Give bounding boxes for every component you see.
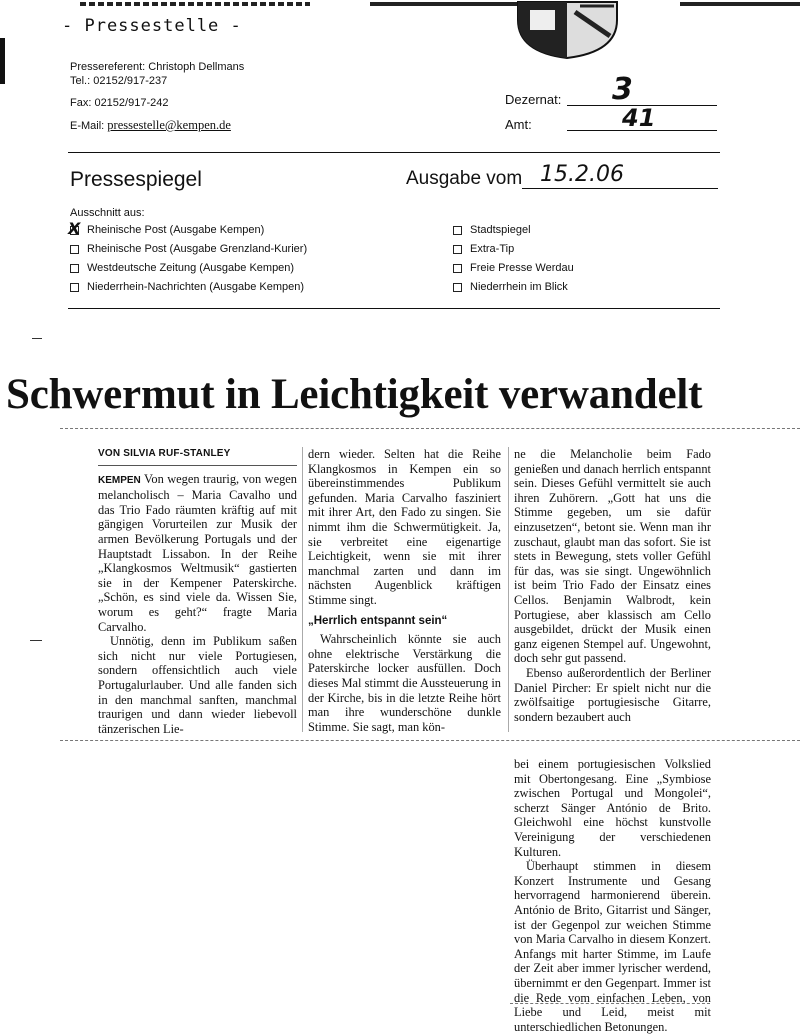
ausgabe-label: Ausgabe vom	[406, 168, 523, 189]
article-headline: Schwermut in Leichtigkeit verwandelt	[6, 371, 703, 418]
source-label: Westdeutsche Zeitung (Ausgabe Kempen)	[87, 262, 295, 274]
scan-tick	[32, 338, 42, 339]
source-label: Rheinische Post (Ausgabe Kempen)	[87, 224, 265, 236]
source-option[interactable]	[453, 243, 514, 255]
source-option[interactable]	[453, 262, 574, 274]
article-column-1	[98, 447, 297, 736]
city-crest-icon	[510, 0, 625, 60]
source-label: Stadtspiegel	[470, 224, 531, 236]
source-label: Niederrhein im Blick	[470, 281, 568, 293]
checkbox[interactable]	[70, 283, 79, 292]
source-label: Rheinische Post (Ausgabe Grenzland-Kurier)	[87, 243, 308, 255]
place-label: KEMPEN	[98, 474, 141, 486]
section-separator	[60, 740, 800, 741]
dezernat-label: Dezernat:	[505, 92, 562, 107]
contact-person: Pressereferent: Christoph Dellmans	[70, 61, 245, 73]
checkbox[interactable]	[70, 264, 79, 273]
source-label: Niederrhein-Nachrichten (Ausgabe Kempen)	[87, 281, 305, 293]
ausgabe-date-handwritten: 15.2.06	[540, 162, 624, 187]
ausgabe-line	[522, 188, 718, 189]
contact-email-row	[70, 118, 231, 133]
source-option[interactable]	[70, 243, 307, 255]
headline-underline	[60, 428, 800, 429]
ausschnitt-label: Ausschnitt aus:	[70, 207, 145, 219]
article-paragraph: Wahrscheinlich könnte sie auch ohne elektrische Verstärkung die Paterskirche locker ausfüllen. Doch dieses Mal stimmt die Aussteuerung in der Kirche, bis in die letzte Reihe hört man ihre wunderschöne dunkle Stimme. Sie sagt, man kön-	[308, 632, 501, 734]
email-label: E-Mail:	[70, 120, 105, 132]
article-paragraph: dern wieder. Selten hat die Reihe Klangkosmos in Kempen ein so übereinstimmendes Publikum gefunden. Maria Carvalho fasziniert mit ihrer Art, den Fado zu singen. Sie nimmt ihm die Schwermütigkeit. Ja, sie verbreitet eine eigenartige Leichtigkeit, wenn sie mit ihrer manchmal zarten und dann im nächsten Augenblick kräftigen Stimme singt.	[308, 447, 501, 607]
divider-bottom	[68, 308, 720, 309]
article-paragraph: Unnötig, denn im Publikum saßen sich nicht nur viele Portugiesen, sondern offensichtlich auch viele Portugalurlauber. Und alle fanden sich in den manchmal sanften, manchmal traurigen und dann wieder liebevoll tänzerischen Lie-	[98, 634, 297, 736]
source-option[interactable]	[453, 281, 568, 293]
pressespiegel-title: Pressespiegel	[70, 168, 202, 191]
article-byline: VON SILVIA RUF-STANLEY	[98, 448, 231, 459]
email-link[interactable]: pressestelle@kempen.de	[107, 118, 231, 132]
scan-header-bar	[60, 0, 800, 8]
office-title: - Pressestelle -	[62, 16, 242, 36]
source-option[interactable]	[453, 224, 531, 236]
article-subheading: „Herrlich entspannt sein“	[308, 614, 448, 627]
article-paragraph: Ebenso außerordentlich der Berliner Daniel Pircher: Er spielt nicht nur die zwölfsaitige portugiesische Gitarre, sondern bezaubert auch	[514, 665, 711, 724]
divider-top	[68, 152, 720, 153]
contact-phone: Tel.: 02152/917-237	[70, 75, 168, 87]
article-column-4	[514, 757, 711, 1034]
source-label: Freie Presse Werdau	[470, 262, 574, 274]
amt-label: Amt:	[505, 117, 532, 132]
source-option[interactable]	[70, 224, 264, 236]
article-column-3	[514, 447, 711, 724]
amt-handwritten: 41	[622, 104, 656, 132]
checkbox[interactable]	[453, 283, 462, 292]
checkbox[interactable]	[453, 245, 462, 254]
source-option[interactable]	[70, 281, 304, 293]
contact-fax: Fax: 02152/917-242	[70, 97, 169, 109]
article-paragraph: Überhaupt stimmen in diesem Konzert Instrumente und Gesang hervorragend harmonierend überein. António de Brito, Gitarrist und Sänger, ist der Gegenpol zur weichen Stimme von Maria Carvalho in diesem Konzert. Anfangs mit harter Stimme, im Laufe der Zeit aber immer lyrischer werdend, übernimmt er den Gegenpart. Immer ist die Rede vom einfachen Leben, von Liebe und Leid, meist mit unterschiedlichen Betonungen.	[514, 859, 711, 1034]
source-label: Extra-Tip	[470, 243, 515, 255]
article-paragraph	[98, 472, 297, 635]
article-paragraph: ne die Melancholie beim Fado genießen und danach herrlich entspannt sein. Dieses Gefühl vermittelt sie auch ihren Zuhörern. „Gott hat uns die Stimme gegeben, um sie dafür einzusetzen“, betont sie. Wenn man ihr zuschaut, glaubt man das sofort. Sie ist stets in Bewegung, stets voller Gefühl für das, was sie singt. Ungewöhnlich ist beim Trio Fado der Einsatz eines Cellos. Benjamin Walbrodt, kein Portugiese, aber klassisch am Cello ausgebildet, drückt der Musik einen ganz eigenen Stempel auf. Ungewohnt, doch sehr gut passend.	[514, 447, 711, 666]
column-rule	[302, 447, 303, 732]
scan-tick	[30, 640, 42, 641]
article-paragraph: bei einem portugiesischen Volkslied mit Obertongesang. Eine „Symbiose zwischen Portugal und Mongolei“, scherzt Sänger António de Brito. Gleichwohl eine höchst kunstvolle Vereinigung der verschiedenen Kulturen.	[514, 757, 711, 859]
checkbox[interactable]	[453, 264, 462, 273]
article-column-2	[308, 447, 501, 734]
checkbox[interactable]	[453, 226, 462, 235]
checkbox[interactable]	[70, 245, 79, 254]
article-end-line	[510, 1003, 710, 1004]
source-option[interactable]	[70, 262, 294, 274]
checkbox-checked[interactable]	[70, 226, 79, 235]
paragraph-text: Von wegen traurig, von wegen melancholisch – Maria Cavalho und das Trio Fado räumten kräftig auf mit gängigen Vorurteilen zur Musik der armen Bevölkerung Portugals und der Hauptstadt Lissabon. In der Reihe „Klangkosmos Weltmusik“ gastierten sie in der Kempener Paterskirche. „Schön, es sind viele da. Wissen Sie, worum es geht?“ fragte Maria Carvalho.	[98, 471, 297, 634]
column-rule	[508, 447, 509, 732]
dezernat-handwritten: 3	[612, 72, 633, 107]
scan-edge-mark	[0, 38, 5, 84]
